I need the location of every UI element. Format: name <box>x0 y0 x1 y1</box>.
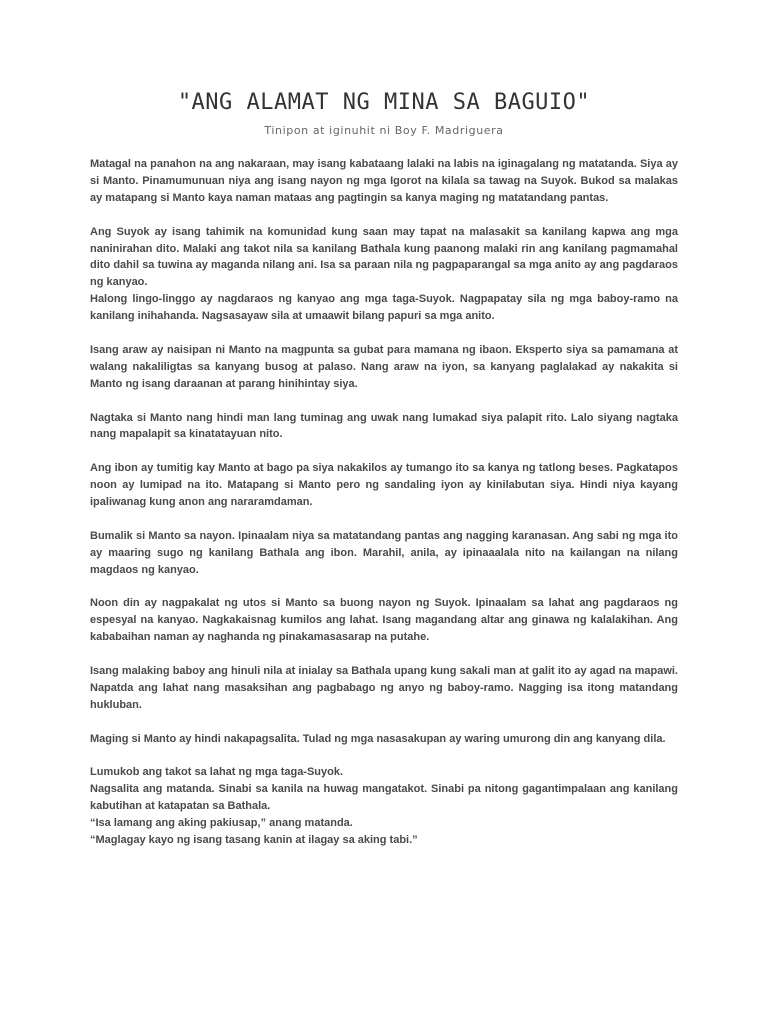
paragraph: Lumukob ang takot sa lahat ng mga taga-Suyok. <box>90 766 344 779</box>
document-body <box>90 156 678 849</box>
document-byline: Tinipon at iginuhit ni Boy F. Madriguera <box>264 124 504 137</box>
paragraph: Bumalik si Manto sa nayon. Ipinaalam niya sa matatandang pantas ang nagging karanasan. Ang sabi ng mga ito ay maaring sugo ng kanilang Bathala ang ibon. Marahil, anila, ay ipinaaalala nito na kailangan na nilang magdaos ng kanyao. <box>90 529 678 576</box>
paragraph: Maging si Manto ay hindi nakapagsalita. Tulad ng mga nasasakupan ay waring umurong din ang kanyang dila. <box>90 732 666 745</box>
paragraph: Nagtaka si Manto nang hindi man lang tuminag ang uwak nang lumakad siya palapit rito. Lalo siyang nagtaka nang mapalapit sa kinatatayuan nito. <box>90 411 678 441</box>
paragraph: Nagsalita ang matanda. Sinabi sa kanila na huwag mangatakot. Sinabi pa nitong gagantimpalaan ang kanilang kabutihan at katapatan sa Bathala. <box>90 783 678 813</box>
document-title: "ANG ALAMAT NG MINA SA BAGUIO" <box>177 90 591 115</box>
paragraph: Matagal na panahon na ang nakaraan, may isang kabataang lalaki na labis na iginagalang ng matatanda. Siya ay si Manto. Pinamumunuan niya ang isang nayon ng mga Igorot na kilala sa tawag na Suyok. Bukod sa malakas ay matapang si Manto kaya naman mataas ang pagtingin sa kanya maging ng matatandang pantas. <box>90 158 678 204</box>
paragraph: Noon din ay nagpakalat ng utos si Manto sa buong nayon ng Suyok. Ipinaalam sa lahat ang pagdaraos ng espesyal na kanyao. Nagkakaisnag kumilos ang lahat. Isang magandang altar ang ginawa ng kalalakihan. Ang kababaihan naman ay naghanda ng pinakamasasarap na putahe. <box>90 597 678 644</box>
paragraph: Halong lingo-linggo ay nagdaraos ng kanyao ang mga taga-Suyok. Nagpapatay sila ng mga baboy-ramo na kanilang inihahanda. Nagsasayaw sila at umaawit bilang papuri sa mga anito. <box>90 293 678 323</box>
paragraph: Ang Suyok ay isang tahimik na komunidad kung saan may tapat na malasakit sa kanilang kapwa ang mga naninirahan dito. Malaki ang takot nila sa kanilang Bathala kung paanong malaki rin ang kanilang pagmamahal dito dahil sa tuwina ay maganda nilang ani. Isa sa paraan nila ng pagpaparangal sa mga anito ay ang pagdaraos ng kanyao. <box>90 225 678 289</box>
paragraph: “Isa lamang ang aking pakiusap,” anang matanda. <box>90 817 353 830</box>
paragraph: “Maglagay kayo ng isang tasang kanin at ilagay sa aking tabi.” <box>90 834 418 847</box>
paragraph: Ang ibon ay tumitig kay Manto at bago pa siya nakakilos ay tumango ito sa kanya ng tatlong beses. Pagkatapos noon ay lumipad na ito. Matapang si Manto pero ng sandaling iyon ay kinilabutan siya. Hindi niya kayang ipaliwanag kung anon ang nararamdaman. <box>90 462 678 509</box>
paragraph: Isang araw ay naisipan ni Manto na magpunta sa gubat para mamana ng ibaon. Eksperto siya sa pamamana at walang nakaliligtas sa kanyang busog at palaso. Nang araw na iyon, sa kanyang paglalakad ay nakakita si Manto ng isang daraanan at parang hinihintay siya. <box>90 343 678 390</box>
paragraph: Isang malaking baboy ang hinuli nila at inialay sa Bathala upang kung sakali man at galit ito ay agad na mapawi. Napatda ang lahat nang masaksihan ang pagbabago ng anyo ng baboy-ramo. Nagging isa itong matandang hukluban. <box>90 665 678 711</box>
